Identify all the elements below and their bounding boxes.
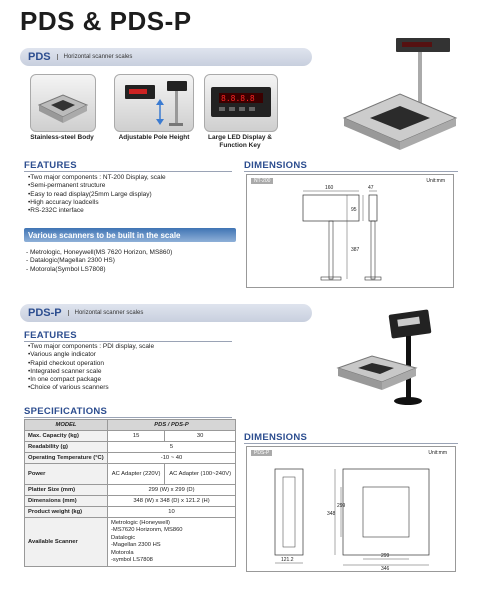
table-row [25,420,236,431]
table-cell: PDS / PDS-P [108,420,236,431]
pds-section-label: PDS [28,51,51,63]
table-row [25,518,236,567]
table-row [25,507,236,518]
pdsp-dim-outer-w: 346 [381,566,390,571]
table-cell: Power [25,464,108,485]
list-item: • Two major components : PDI display, scale [28,343,238,351]
table-cell [108,518,236,567]
table-cell: Operating Temperature (°C) [25,453,108,464]
divider [24,171,232,172]
table-cell: -10 ~ 40 [108,453,236,464]
pdsp-dim-inner: 299 [337,503,346,509]
list-item: • Two major components : NT-200 Display, scale [28,174,238,182]
table-cell: 5 [108,442,236,453]
pdsp-section-subtitle: Horizontal scanner scales [68,310,144,316]
pds-features-heading: FEATURES [24,160,77,171]
divider [244,171,458,172]
pds-product-image [330,34,470,154]
scanners-heading-bar [24,228,236,242]
list-item: • Various angle indicator [28,351,238,359]
table-cell: MODEL [25,420,108,431]
pdsp-section-bar [20,304,312,322]
table-row [25,453,236,464]
page-title: PDS & PDS-P [20,6,192,36]
table-cell: Max. Capacity (kg) [25,431,108,442]
list-item: • Rapid checkout operation [28,360,238,368]
pds-dim-width: 160 [325,185,334,191]
pdsp-product-image [328,306,468,414]
pds-dim-depth: 47 [368,185,374,191]
scale-illustration [31,75,95,131]
table-row [25,496,236,507]
table-cell: Platter Size (mm) [25,485,108,496]
led-display-illustration [205,75,277,131]
adjustable-pole-image [114,74,194,132]
table-cell: Product weight (kg) [25,507,108,518]
divider [24,417,232,418]
pds-features-list [28,174,238,215]
list-item: - Metrologic, Honeywell(MS 7620 Horizon, MS860) [26,249,240,257]
divider [244,443,458,444]
table-row [25,442,236,453]
scanner-line: -Magellan 2300 HS [111,542,161,549]
pdsp-section-label: PDS-P [28,307,62,319]
scanner-line: Motorola [111,549,134,556]
pdsp-dimensions-heading: DIMENSIONS [244,432,308,443]
divider [24,341,232,342]
list-item: • RS-232C interface [28,207,238,215]
scanner-line: -symbol LS7808 [111,557,153,564]
table-row [25,464,236,485]
pdsp-dim-inner-w: 299 [381,553,390,559]
scanner-line: -MS7620 Horizonm, MS860 [111,527,183,534]
table-cell: 30 [165,431,236,442]
scanner-line: Datalogic [111,534,136,541]
pole-illustration [115,75,193,131]
caption-pole: Adjustable Pole Height [118,134,190,141]
list-item: • Choice of various scanners [28,384,238,392]
table-cell: 10 [108,507,236,518]
pdsp-features-list [28,343,238,393]
pds-dim-height: 95 [351,207,357,213]
pds-section-subtitle: Horizontal scanner scales [57,54,133,60]
led-display-image [204,74,278,132]
table-row [25,485,236,496]
caption-stainless: Stainless-steel Body [30,134,94,141]
table-cell: AC Adapter (100~240V) [165,464,236,485]
table-cell: Readability (g) [25,442,108,453]
table-cell: Dimensions (mm) [25,496,108,507]
list-item: • In one compact package [28,376,238,384]
list-item: - Motorola(Symbol LS7808) [26,266,240,274]
pds-dimensions-heading: DIMENSIONS [244,160,308,171]
list-item: - Datalogic(Magellan 2300 HS) [26,257,240,265]
pdsp-unit-label: Unit:mm [428,450,447,456]
caption-led: Large LED Display & Function Key [208,134,272,149]
svg-text:8.8.8.8: 8.8.8.8 [221,94,255,103]
stainless-body-image [30,74,96,132]
list-item: • High accuracy loadcells [28,199,238,207]
pdsp-dim-depth: 348 [327,511,336,517]
list-item: • Easy to read display(25mm Large display) [28,191,238,199]
list-item: • Integrated scanner scale [28,368,238,376]
pds-section-bar [20,48,312,66]
table-cell: AC Adapter (220V) [108,464,165,485]
table-cell: 348 (W) x 348 (D) x 121.2 (H) [108,496,236,507]
table-cell: Available Scanner [25,518,108,567]
table-cell: 299 (W) x 299 (D) [108,485,236,496]
scanners-list [26,249,240,274]
pdsp-features-heading: FEATURES [24,330,77,341]
pdsp-dimension-drawing [246,446,456,572]
pdsp-dim-side: 121.2 [281,557,294,563]
pds-unit-label: Unit:mm [426,178,445,184]
scanner-line: Metrologic (Honeywell) [111,520,170,526]
table-cell: 15 [108,431,165,442]
specs-heading: SPECIFICATIONS [24,406,108,417]
pds-dim-pole: 387 [351,247,360,253]
pds-dim-tag: NT-200 [251,178,273,184]
scanners-heading: Various scanners to be built in the scale [28,230,181,240]
list-item: • Semi-permanent structure [28,182,238,190]
pds-dim-svg [247,175,453,287]
pdsp-dim-svg [247,447,455,571]
table-row [25,431,236,442]
pdsp-dim-tag: PDS-P [251,450,272,456]
specs-table [24,419,236,567]
pds-dimension-drawing [246,174,454,288]
